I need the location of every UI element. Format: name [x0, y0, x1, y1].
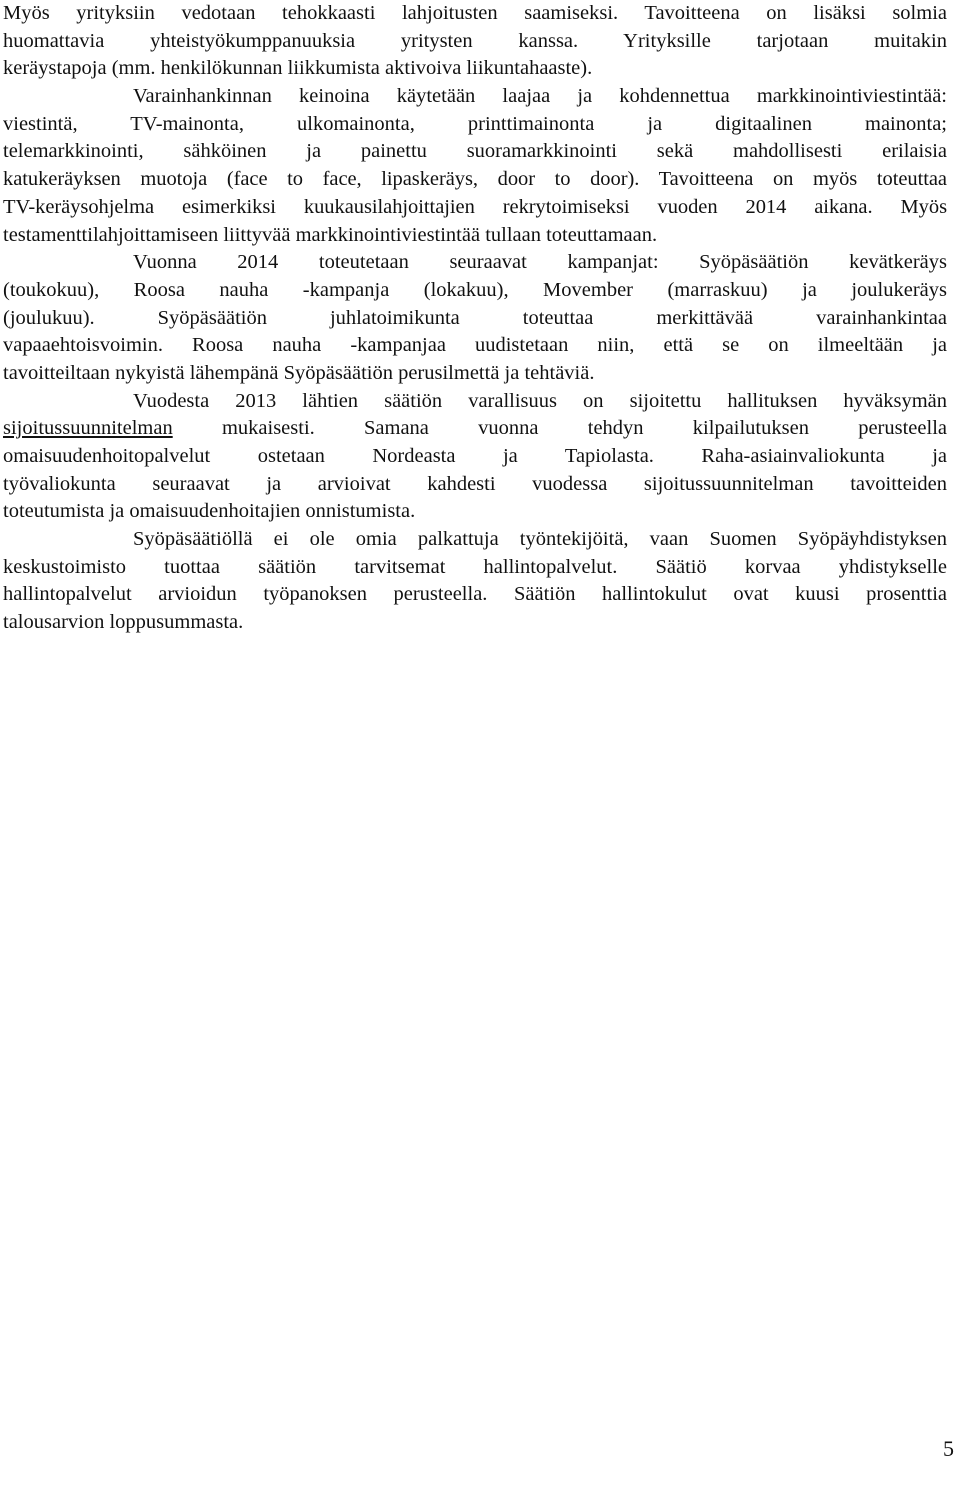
text-line: työvaliokunta seuraavat ja arvioivat kahdesti vuodessa sijoitussuunnitelman tavoitteiden [3, 472, 947, 495]
text-line: katukeräyksen muotoja (face to face, lipaskeräys, door to door). Tavoitteena on myös toteuttaa [3, 168, 947, 191]
text-line: omaisuudenhoitopalvelut ostetaan Nordeasta ja Tapiolasta. Raha-asiainvaliokunta ja [3, 445, 947, 467]
text-line: viestintä, TV-mainonta, ulkomainonta, printtimainonta ja digitaalinen mainonta; [3, 112, 947, 135]
text-line-rest: mukaisesti. Samana vuonna tehdyn kilpailutuksen perusteella [221, 417, 947, 440]
text-line: keräystapoja (mm. henkilökunnan liikkumista aktivoiva liikuntahaaste). [3, 57, 593, 80]
text-line: Myös yrityksiin vedotaan tehokkaasti lahjoitusten saamiseksi. Tavoitteena on lisäksi solmia [3, 2, 947, 24]
underlined-term: sijoitussuunnitelman [3, 417, 173, 440]
text-line: vapaaehtoisvoimin. Roosa nauha -kampanjaa uudistetaan niin, että se on ilmeeltään ja [3, 334, 947, 357]
paragraph-investments [3, 388, 947, 526]
paragraph-marketing-communications [3, 83, 947, 249]
text-line: (toukokuu), Roosa nauha -kampanja (lokakuu), Movember (marraskuu) ja joulukeräys [3, 278, 947, 301]
text-line: testamenttilahjoittamiseen liittyvää markkinointiviestintää tullaan toteuttamaan. [3, 223, 658, 246]
text-line-with-underline [3, 415, 947, 443]
text-line: huomattavia yhteistyökumppanuuksia yritysten kanssa. Yrityksille tarjotaan muitakin [3, 29, 947, 52]
text-line: (joulukuu). Syöpäsäätiön juhlatoimikunta toteuttaa merkittävää varainhankintaa [3, 306, 947, 329]
paragraph-corporate-donations [3, 0, 947, 83]
text-line: telemarkkinointi, sähköinen ja painettu suoramarkkinointi sekä mahdollisesti erilaisia [3, 140, 947, 163]
text-line: hallintopalvelut arvioidun työpanoksen perusteella. Säätiön hallintokulut ovat kuusi prosenttia [3, 583, 947, 606]
text-line: toteutumista ja omaisuudenhoitajien onnistumista. [3, 500, 416, 523]
paragraph-administration [3, 526, 947, 637]
text-line: TV-keräysohjelma esimerkiksi kuukausilahjoittajien rekrytoimiseksi vuoden 2014 aikana. Myös [3, 195, 947, 218]
paragraph-campaigns-2014 [3, 249, 947, 387]
text-line: Vuodesta 2013 lähtien säätiön varallisuus on sijoitettu hallituksen hyväksymän [133, 389, 947, 412]
text-line: keskustoimisto tuottaa säätiön tarvitsemat hallintopalvelut. Säätiö korvaa yhdistykselle [3, 555, 947, 578]
text-line: Vuonna 2014 toteutetaan seuraavat kampanjat: Syöpäsäätiön kevätkeräys [133, 251, 947, 274]
page-number: 5 [943, 1436, 954, 1461]
text-line: talousarvion loppusummasta. [3, 611, 244, 634]
text-line: Syöpäsäätiöllä ei ole omia palkattuja työntekijöitä, vaan Suomen Syöpäyhdistyksen [133, 528, 947, 551]
document-page [3, 0, 947, 637]
text-line: tavoitteiltaan nykyistä lähempänä Syöpäsäätiön perusilmettä ja tehtäviä. [3, 361, 595, 384]
text-line: Varainhankinnan keinoina käytetään laajaa ja kohdennettua markkinointiviestintää: [133, 85, 947, 108]
